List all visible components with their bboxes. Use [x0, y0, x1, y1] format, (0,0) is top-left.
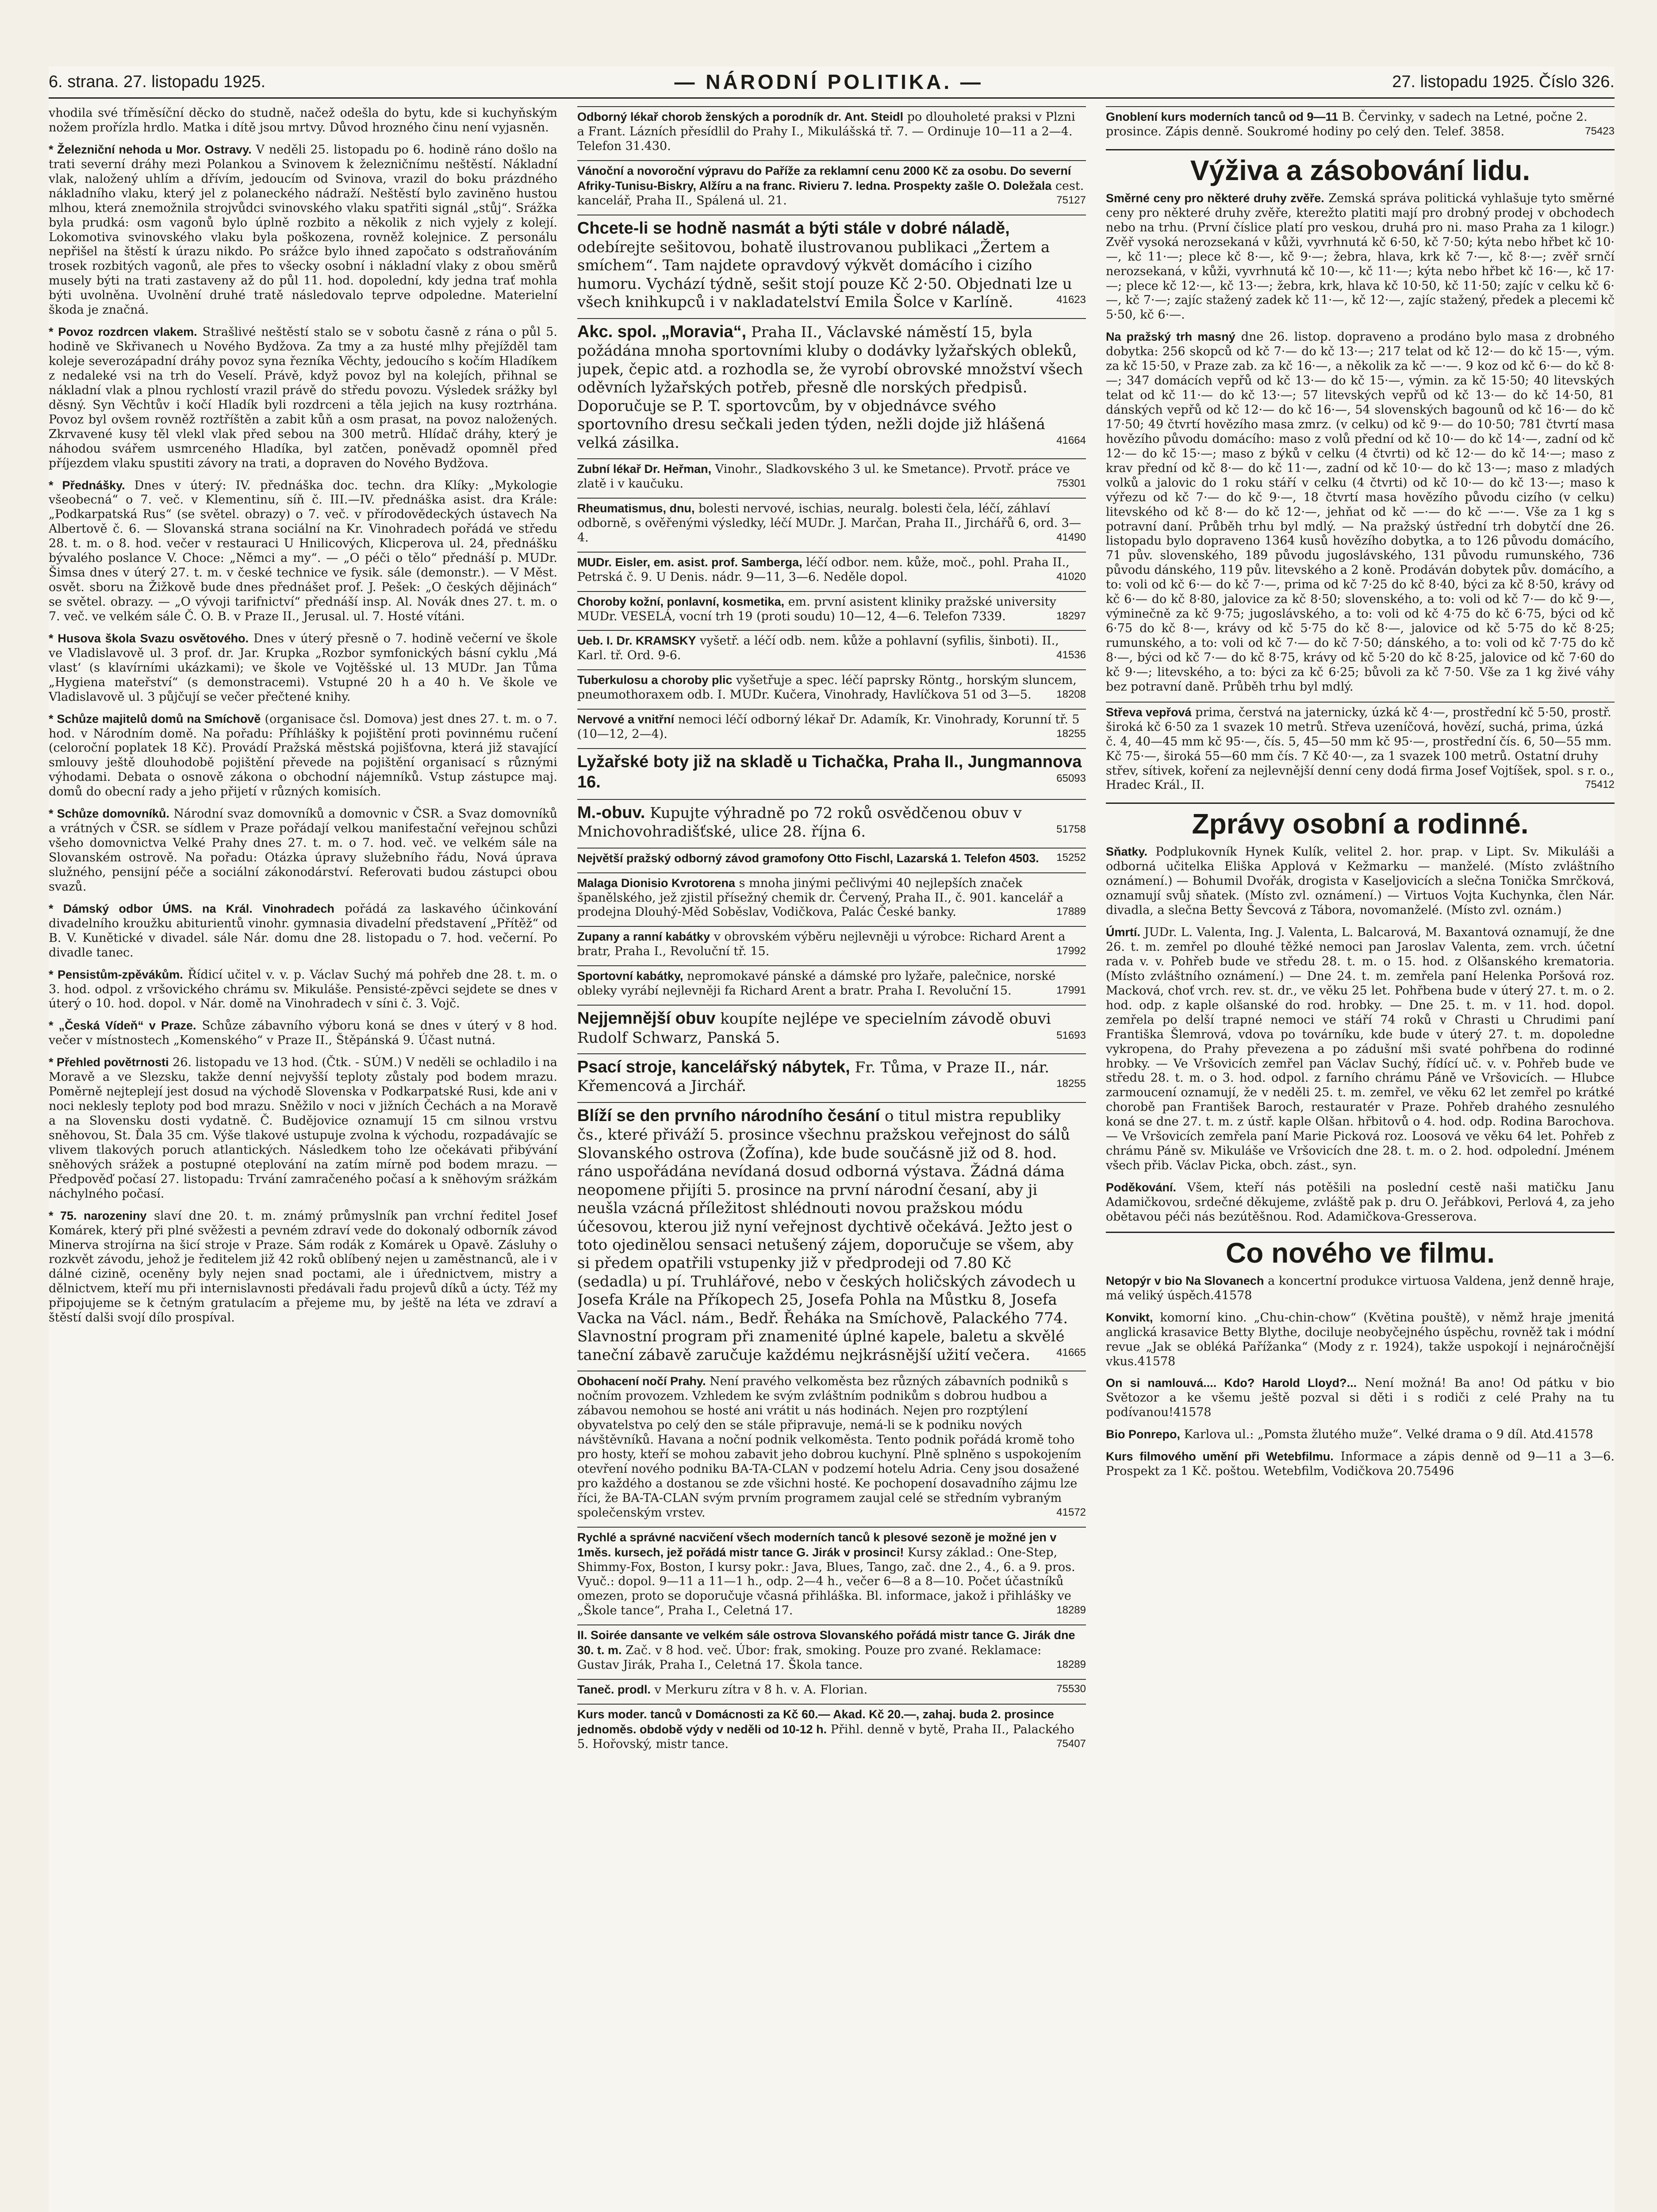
item-title: Obohacení nočí Prahy. [577, 1375, 706, 1388]
item-title: Nejjemnější obuv [577, 1009, 716, 1028]
advertisement [577, 160, 1086, 212]
item-text: o titul mistra republiky čs., které přiváží 5. prosince všechnu pražskou veřejnost do sálů Slovanského ostrova (Žofína), kde bude součásně již od 8. hod. ráno uspořádána nevídaná dosud odborná výstava. Žádná dáma neopomene přijíti 5. prosince na první národní česaní, aby ji neušla vzácná příležitost shlédnouti novou pražskou módu účesovou, kterou již nyní veřejnost dychtivě očekává. Ježto jest o toto ojedinělou sensaci netušený zájem, doporučuje se všem, aby si předem opatřili vstupenky již v předprodeji od 7.80 Kč (sedadla) u pí. Truhlářové, nebo v českých holičských závodech u Josefa Krále na Příkopech 25, Josefa Pohla na Můstku 8, Josefa Vacka na Václ. nám., Bedř. Řeháka na Smíchově, Palackého 774. Slavnostní program při znamenité úplné kapele, baletu a skvělé taneční zábavě zaručuje každému nejkrásnější užití večera. [577, 1107, 1076, 1364]
advertisement [577, 630, 1086, 667]
news-item [1106, 1310, 1615, 1369]
ad-number: 75423 [1585, 125, 1615, 137]
news-item [49, 1209, 557, 1326]
item-text: s mnoha jinými pečlivými 40 nejlepších značek španělského, jež zjistil přísežný chemik dr. Červený, Praha II., č. 901. kancelář a prodejna Dlouhý-Měd Soběslav, Vodičkova, Palác České banky. [577, 876, 1063, 919]
item-text: Zemská správa politická vyhlašuje tyto směrné ceny pro některé druhy zvěře, kterežto platiti mají pro drobný prodej v obchodech nebo na trhu. (První číslice platí pro veskou, druhá pro ni. maso Praha za 1 kilogr.) Zvěř vysoká nerozsekaná v kůži, vyvrhnutá kč 6·50, kč 7·50; kýta nebo hřbet kč 10·—, kč 11·—; plece kč 8·—, kč 9·—; žebra, hlava, krk kč 7·—, kč 8·—; zvěř srnčí nerozsekaná, v kůži, vyvrhnutá kč 10·—, kč 11·—; kýta nebo hřbet kč 16·—, kč 17·—; plece kč 12·—, kč 13·—; žebra, krk, hlava kč 10·50, kč 11·50; zajíc v celku kč 6·—, kč 7·—; zajíc stažený zadek kč 11·—, kč 12·—, zajíc stažený, předek a plecemi kč 5·50, kč 6·—. [1106, 191, 1615, 322]
ad-number: 75407 [1056, 1737, 1086, 1750]
news-item [49, 631, 557, 705]
news-item [49, 968, 557, 1012]
ad-number: 75412 [1585, 779, 1615, 791]
item-text: Podplukovník Hynek Kulík, velitel 2. hor. prap. v Lipt. Sv. Mikuláši a odborná učitelka Eliška Applová v Kežmarku — manželé. (Místo zvláštního oznámení.) — Bohumil Dvořák, drogista v Kaseljovicích a slečna Tonička Smrčková, oznamují svůj sňatek. (Místo zvl. oznámení.) — Virtuos Vojta Kuchynka, člen Nár. divadla, a slečna Betty Ševcová z Tábora, novomanželé. (Místo zvl. oznám.) [1106, 845, 1615, 918]
item-text: Karlova ul.: „Pomsta žlutého muže“. Velké drama o 9 díl. Atd. [1184, 1428, 1555, 1442]
item-title: Choroby kožní, ponlavní, kosmetika, [577, 595, 785, 608]
item-text: Vinohr., Sladkovského 3 ul. ke Smetance). Prvotř. práce ve zlatě i v kaučuku. [577, 462, 1070, 491]
ad-number: 15252 [1056, 851, 1086, 864]
ad-number: 18208 [1056, 688, 1086, 701]
item-title: Blíží se den prvního národního česání [577, 1106, 880, 1125]
advertisement [577, 591, 1086, 628]
item-text: nepromokavé pánské a dámské pro lyžaře, palečnice, norské obleky vyrábí nejlevněji fa Richard Arent a bratr. Praha I. Revoluční 15. [577, 969, 1056, 998]
column-2 [577, 106, 1086, 2212]
item-text: vyšetřuje a spec. léčí paprsky Röntg., horským sluncem, pneumothoraxem odb. I. MUDr. Kučera, Vinohrady, Havlíčkova 51 od 3—5. [577, 673, 1077, 702]
item-text: Strašlivé neštěstí stalo se v sobotu časně z rána o půl 5. hodině ve Skřivanech u Nového Bydžova. Za tmy a za husté mlhy přejížděl tam koleje severozápadní dráhy povoz syna řezníka Věchty, jedoucího s kočím Hladíkem z nedaleké vsi na trh do Veselí. Právě, když povoz byl na kolejích, přihnal se nákladní vlak a plnou rychlostí vrazil právě do středu povozu. Výsledek srážky byl děsný. Syn Věchtův i kočí Hladík byli rozdrceni a těla jejich na kusy roztrhána. Povoz byl ovšem rovněž roztříštěn a zabit kůň a osm prasat, na povoz naložených. Zkrvavené kusy těl vlekl vlak před sebou na 300 metrů. Hlídač dráhy, který je náhodou svářem usmrceného Hladíka, byl zatčen, poněvadž opomněl před příjezdem vlaku spustiti závory na trati, a dopraven do Nového Bydžova. [49, 325, 557, 470]
ad-number: 41578 [1173, 1406, 1212, 1420]
item-title: * Schůze majitelů domů na Smíchově [49, 712, 261, 726]
item-title: Na pražský trh masný [1106, 330, 1235, 344]
item-text: JUDr. L. Valenta, Ing. J. Valenta, L. Balcarová, M. Baxantová oznamují, že dne 26. t. m. zemřel po dlouhé těžké nemoci pan Jaroslav Valenta, zem. vrch. účetní rada v. v. Pohřeb bude ve středu 28. t. m. o 15. hod. z Olšanského krematoria. (Místo zvláštního oznámení.) — Dne 24. t. m. zemřela paní Helenka Poršová roz. Macková, choť vrch. rev. st. dr., ve věku 25 let. Pohřbena bude v úterý 27. t. m. o 2. hod. odp. z kaple olšanské do rod. hrobky. — Dne 25. t. m. v 11. hod. dopol. zemřela po delší trapné nemoci ve stáří 74 roků v Chrasti u Chrudimi paní Františka Šlemrová, vdova po továrníku, kde bude v úterý 27. t. m. dopoledne vykropena, do Prahy převezena a po zádušní mši svaté pohřbena do rodinné hrobky. — Ve Vršovicích zemřel pan Václav Suchý, řídící uč. v. v. Pohřeb bude ve středu 28. t. m. o 3. hod. odpol. z farního chrámu Páně ve Vršovicích. — Hlubce zarmoucení oznamují, že v neděli 25. t. m. zemřel, ve věku 62 let zemřel po krátké chorobě pan František Baroch, restauratér v Praze. Pohřeb drahého zesnulého koná se dne 27. t. m. z ústř. kaple Olšan. hřbitovů o 4. hod. odp. Rodina Barochova. — Ve Vršovicích zemřela paní Marie Picková roz. Loosová ve věku 64 let. Pohřeb z chrámu Páně sv. Mikuláše ve Vršovicích dne 28. t. m. o 2. hod. odpolední. Jménem všech přib. Václav Picka, obch. zást., syn. [1106, 926, 1615, 1173]
item-text: Řídicí učitel v. v. p. Václav Suchý má pohřeb dne 28. t. m. o 3. hod. odpol. z vršovického chrámu sv. Mikuláše. Pensisté-zpěvci sejdete se dnes v úterý o 10. hod. dopol. v Nár. domě na Vinohradech v síni č. 3. Vojč. [49, 968, 557, 1011]
ad-number: 75530 [1056, 1683, 1086, 1695]
item-text: Zač. v 8 hod. več. Úbor: frak, smoking. Pouze pro zvané. Reklamace: Gustav Jirák, Praha I., Celetná 17. Škola tance. [577, 1644, 1042, 1672]
ad-number: 41664 [1056, 434, 1086, 446]
news-item [49, 1055, 557, 1201]
item-text: koupíte nejlépe ve specielním závodě obuvi Rudolf Schwarz, Panská 5. [577, 1010, 1051, 1047]
news-item [1106, 1427, 1615, 1442]
advertisement [577, 709, 1086, 745]
advertisement [577, 552, 1086, 588]
item-text: dne 26. listop. dopraveno a prodáno bylo masa z drobného dobytka: 256 skopců od kč 7·— do kč 13·—; 217 telat od kč 12·— do kč 15·—, vým. za kč 15·50, v Praze zab. za kč 16·—, a několik za kč —·—. 9 koz od kč 6·— do kč 8·—; 347 domácích vepřů od kč 13·— do kč 15·—, výmin. za kč 15·50; 40 litevských telat od kč 11·— do kč 13·—; 57 litevských vepřů od kč 13·— do kč 14·50, 81 dánských vepřů od kč 12·— do kč 16·—, 54 slovenských bagounů od kč 16·— do kč 17·50; 49 čtvrtí hovězího masa zmrz. (v celku) od kč 9·— do 10·50; 781 čtvrtí masa hovězího původu domácího: maso z volů přední od kč 10·— do kč 14·—, zadní od kč 12·— do kč 15·—; maso z býků v celku (4 čtvrti) od kč 12·— do kč 14·—; maso z krav přední od kč 8·— do kč 11·—, zadní od kč 10·— do kč 13·—; maso z mladých volků a jalovic do 1 roku stáří v celku (4 čtvrti) od kč 10·— do kč 13·—; maso k výřezu od kč 7·— do kč 9·—, 18 čtvrtí masa hovězího původu cizího (v celku) litevského od kč 8·— do kč 12·—, jehňat od kč —·— do kč —·—. Vše za 1 kg s potravní daní. Průběh trhu byl mdlý. — Na pražský ústřední trh dobytčí dne 26. listopadu bylo dopraveno 1364 kusů hovězího dobytka, a to 126 původu domácího, 71 pův. slovenského, 189 původu jugoslávského, 131 původu rumunského, 736 původu dánského, 119 pův. litevského a 2 koně. Prodáván dobytek pův. domácího, a to: voli od kč 6·— do kč 7·—, prima od kč 7·25 do kč 8·40, býci za kč 8·50, krávy od kč 6·— do kč 8·80, jalovice za kč 8·50; slovenského, a to: voli od kč 7·— do kč 9·—, výminečně za kč 9·75; jugoslávského, a to: voli od kč 4·75 do kč 6·75, býci od kč 6·75 do kč 8·—, krávy od kč 5·75 do kč 8·—, jalovice od kč 5·75 do kč 8·25; rumunského, a to: voli od kč 7·— do kč 7·50; dánského, a to: voli od kč 7·75 do kč 8·—, býci od kč 7·— do kč 8·75, krávy od kč 5·20 do kč 8·25, jalovice od kč 7·60 do kč 9·—; litevského, a to: býci za kč 6·25; bůvoli za kč 7·50. Vše za 1 kg živé váhy bez potravní daně. Průběh trhu byl mdlý. [1106, 330, 1615, 694]
item-text: po dlouholeté praksi v Plzni a Frant. Lázních přesídlil do Prahy I., Mikulášská tř. 7. — Ordinuje 10—11 a 2—4. Telefon 31.430. [577, 110, 1075, 153]
item-title: * Železniční nehoda u Mor. Ostravy. [49, 142, 252, 156]
newspaper-page [49, 66, 1615, 2212]
ad-number: 41623 [1056, 294, 1086, 306]
item-text: Praha II., Václavské náměstí 15, byla požádána mnoha sportovními kluby o dodávky lyžařských obleků, jupek, čepic atd. a rozhodla se, že vyrobí obrovské množství všech oděvních lyžařských potřeb, přesně dle norských předpisů. Doporučuje se P. T. sportovcům, by v objednávce svého sportovního dresu sečkali jeden týden, nežli dojde již hlášená velká zásilka. [577, 323, 1083, 452]
ad-number: 41490 [1056, 531, 1086, 543]
advertisement [577, 1371, 1086, 1524]
news-item [49, 712, 557, 800]
item-title: * Schůze domovníků. [49, 807, 170, 821]
advertisement [577, 215, 1086, 315]
news-item [49, 325, 557, 471]
item-title: Rychlé a správné nacvičení všech moderních tanců k plesové sezoně je možné jen v 1měs. kursech, jež pořádá mistr tance G. Jirák v prosinci! [577, 1530, 1057, 1559]
item-title: Rheumatismus, dnu, [577, 501, 695, 515]
item-text: a koncertní produkce virtuosa Valdena, jenž denně hraje, má veliký úspěch. [1106, 1274, 1615, 1302]
advertisement [577, 498, 1086, 549]
item-title: Sňatky. [1106, 845, 1148, 859]
item-text: V neděli 25. listopadu po 6. hodině ráno došlo na trati severní dráhy mezi Polankou a Svinovem k železničnímu neštěstí. Nákladní vlak, naložený uhlím a dřívím, jedoucím od Svinova, vrazil do boku prázdného nákladního vlaku, který jel z polaneckého nádraží. Neštěstí bylo zaviněno hustou mlhou, která znemožnila strojvůdci svinovského vlaku spatřiti signál „stůj“. Srážka byla prudká: osm vagonů bylo úplně rozbito a několik z nich vyjely z kolejí. Lokomotiva svinovského vlaku byla poškozena, rovněž kolejnice. Z personálu nepřišel na štěstí k úrazu nikdo. Po srážce bylo ihned započato s odstraňováním trosek rozbitých vagonů, ale přes to všecky osobní i nákladní vlaky z obou směrů musely býti na trati zastaveny až do půl 11. hod. dopolední, kdy jedna trať mohla býti uvolněna. Uvolnění druhé tratě následovalo teprve odpoledne. Materielní škoda je značná. [49, 142, 557, 317]
section-heading: Výživa a zásobování lidu. [1106, 149, 1615, 187]
ad-number: 41578 [1137, 1354, 1176, 1368]
ad-number: 41572 [1056, 1506, 1086, 1518]
item-text: slaví dne 20. t. m. známý průmyslník pan vrchní ředitel Josef Komárek, který při plné svěžesti a pevném zdraví vede do dokonalý odborník závod Minerva strojírna na šicí stroje v Praze. Sám rodák z Komárek u Opavě. Zásluhy o rozkvět závodu, jehož je ředitelem již 42 roků oblíbený nejen u zaměstnanců, ale i v dálné cizině, oceněny byly nejen snad poctami, ale i úřednictvem, mistry a dělnictvem, kteří mu při internislavnosti předávali řadu projevů díků a úcty. Též my připojujeme se k četným gratulacím a přejeme mu, by ještě na léta ve zdraví a štěstí dalši svojí dílo prospíval. [49, 1209, 557, 1325]
item-text: prima, čerstvá na jaternicky, úzká kč 4·—, prostřední kč 5·50, prostř. široká kč 6·50 za 1 svazek 10 metrů. Střeva uzeníčová, hovězí, suchá, prima, úzká č. 4, 40—45 mm kč 95·—, čís. 5, 45—50 mm kč 95·—, prostřední čís. 6, 50—55 mm. Kč 75·—, široká 55—60 mm čís. 7 Kč 40·—, za 1 svazek 100 metrů. Ostatní druhy střev, sítivek, koření za nejlevnější denní ceny dodá firma Josef Vojtíšek, spol. s r. o., Hradec Král., II. [1106, 705, 1614, 792]
item-title: Ueb. I. Dr. KRAMSKY [577, 634, 696, 648]
item-text: komorní kino. „Chu-chin-chow“ (Květina pouště), v němž hraje jmenitá anglická krasavice Betty Blythe, dociluje neobyčejného úspěchu, rovněž tak i módní revue „Jak se obléká Pařížanka“ (Mody z r. 1924), takže uspokojí i nejnáročnější vkus. [1106, 1310, 1615, 1368]
item-title: Psací stroje, kancelářský nábytek, [577, 1057, 850, 1076]
advertisement [577, 926, 1086, 963]
item-title: Směrné ceny pro některé druhy zvěře. [1106, 191, 1324, 205]
advertisement [577, 799, 1086, 845]
item-text: Informace a zápis denně od 9—11 a 3—6. Prospekt za 1 Kč. poštou. Wetebfilm, Vodičkova 20. [1106, 1450, 1615, 1479]
item-title: * Přednášky. [49, 478, 125, 492]
item-title: Nervové a vnitřní [577, 713, 675, 726]
ad-number: 51758 [1056, 823, 1086, 836]
news-item [49, 806, 557, 895]
item-text: odebírejte sešitovou, bohatě ilustrovanou publikaci „Žertem a smíchem“. Tam najdete opravdový výkvět domácího i cizího humoru. Vychází týdně, sešit stojí pouze Kč 2·50. Objednati lze u všech knihkupců i v nakladatelství Emila Šolce v Karlíně. [577, 238, 1072, 311]
advertisement [577, 106, 1086, 157]
item-title: MUDr. Eisler, em. asist. prof. Samberga, [577, 555, 802, 569]
item-title: * Pensistům-zpěvákům. [49, 968, 183, 981]
item-text: em. první asistent kliniky pražské university MUDr. VESELÁ, vocní trh 19 (proti soudu) 10—12, 4—6. Telefon 7339. [577, 595, 1056, 623]
item-title: Největší pražský odborný závod gramofony Otto Fischl, Lazarská 1. Telefon 4503. [577, 851, 1039, 865]
ad-number: 41536 [1056, 649, 1086, 661]
item-text: Kursy základ.: One-Step, Shimmy-Fox, Boston, I kursy pokr.: Java, Blues, Tango, zač. dne 2., 4., 6. a 9. pros. Vyuč.: dopol. 9—11 a 11—1 h., odp. 2—4 h., večer 6—8 a 8—10. Počet účastníků omezen, proto se doporučuje včasná přihláška. Bl. informace, jakož i přihlášky ve „Škole tance“, Praha I., Celetná 17. [577, 1545, 1075, 1618]
news-item [1106, 925, 1615, 1173]
item-title: Zubní lékař Dr. Heřman, [577, 462, 712, 476]
item-text: léčí odbor. nem. kůže, moč., pohl. Praha II., Petrská č. 9. U Denis. nádr. 9—11, 3—6. Neděle dopol. [577, 555, 1070, 584]
header-left: 6. strana. 27. listopadu 1925. [49, 72, 266, 91]
item-title: Zupany a ranní kabátky [577, 930, 710, 944]
item-text: Kupujte výhradně po 72 roků osvědčenou obuv v Mnichovohradišťské, ulice 28. října 6. [577, 804, 1022, 841]
ad-number: 18255 [1056, 1078, 1086, 1090]
item-text: vyšetř. a léčí odb. nem. kůže a pohlavní (syfilis, šinboti). II., Karl. tř. Ord. 9-6. [577, 634, 1059, 663]
item-title: Střeva vepřová [1106, 705, 1192, 719]
item-title: M.-obuv. [577, 803, 645, 822]
ad-number: 18289 [1056, 1604, 1086, 1617]
news-item [49, 142, 557, 318]
item-text: Není možná! Ba ano! Od pátku v bio Světozor a ke všemu ještě pozval si děti i s rodiči z celé Prahy na tu podívanou! [1106, 1376, 1615, 1420]
item-title: Lyžařské boty již na skladě u Tichačka, Praha II., Jungmannova 16. [577, 753, 1082, 792]
advertisement [577, 872, 1086, 924]
ad-number: 65093 [1056, 772, 1086, 785]
item-title: Úmrtí. [1106, 926, 1141, 939]
item-title: * 75. narozeniny [49, 1209, 147, 1222]
advertisement [577, 1005, 1086, 1051]
news-item [49, 1018, 557, 1048]
item-text: Fr. Tůma, v Praze II., nár. Křemencová a Jirchář. [577, 1058, 1050, 1095]
column-1 [49, 106, 557, 2212]
ad-number: 17991 [1056, 984, 1086, 997]
section-heading: Co nového ve filmu. [1106, 1232, 1615, 1269]
ad-number: 18297 [1056, 610, 1086, 622]
advertisement [577, 669, 1086, 706]
item-title: Sportovní kabátky, [577, 969, 683, 983]
item-text: pořádá za laskavého účinkování divadelního kroužku abiturientů vinohr. gymnasia divadelní představení „Přítěž“ od B. V. Kunětické v divadel. sále Nár. domu dne 28. listopadu o 7. hod. večerní. Po divadle tanec. [49, 902, 557, 960]
ad-number: 41665 [1056, 1346, 1086, 1359]
item-title: * Husova škola Svazu osvětového. [49, 631, 249, 645]
item-text: Není pravého velkoměsta bez různých zábavních podniků s nočním provozem. Vzhledem ke svým zvláštním podnikům s dobrou hudbou a zábavou nemohou se hosté ani vrátit u nás hodinách. Nejen pro rozptýlení obyvatelstva po celý den se stále připravuje, nemá-li se k podniku nových návštěvníků. Havana a noční podnik velkoměsta. Tento podnik pořádá kromě toho pro hosty, kteří se mohou zabavit jeho dobrou kuchyní. Plně splněno s uspokojením otevření nového podniku BA-TA-CLAN v podzemí hotelu Adria. Ceny jsou dosažené pro každého a dostanou se zde všichni hosté. Ke pochopení dosavadního zájmu lze říci, že BA-TA-CLAN svým prvním programem zaujal celé se středním vybraným společenským vrstev. [577, 1375, 1082, 1520]
advertisement [577, 318, 1086, 456]
item-title: * Povoz rozdrcen vlakem. [49, 325, 197, 339]
item-title: * Přehled povětrnosti [49, 1056, 169, 1069]
item-text: Schůze zábavního výboru koná se dnes v úterý v 8 hod. večer v místnostech „Komenského“ v Praze II., Štěpánská 9. Účast nutná. [49, 1019, 557, 1048]
ad-number: 51693 [1056, 1029, 1086, 1041]
advertisement [577, 1527, 1086, 1622]
ad-number: 75496 [1416, 1464, 1454, 1479]
item-title: On si namlouvá.... Kdo? Harold Lloyd?... [1106, 1376, 1357, 1390]
header-right: 27. listopadu 1925. Číslo 326. [1392, 72, 1615, 91]
item-title: Malaga Dionisio Kvrotorena [577, 876, 736, 890]
ad-number: 75301 [1056, 477, 1086, 489]
item-text: B. Červinky, v sadech na Letné, počne 2. prosince. Zápis denně. Soukromé hodiny po celý den. Telef. 3858. [1106, 110, 1588, 138]
ad-number: 17889 [1056, 906, 1086, 918]
item-text: 26. listopadu ve 13 hod. (Čtk. - SÚM.) V neděli se ochladilo i na Moravě a ve Slezsku, takže denní nejvyšší teploty zůstaly pod bodem mrazu. Poměrně nejteplejí jest dosud na východě Slovenska v Podkarpatské Rusi, kde ani v noci neklesly teploty pod bod mrazu. Sněžilo v noci v jižních Čechách a na Moravě a na Slovensku dosti vydatně. Č. Budějovice oznamují 15 cm silnou vrstvu sněhovou, St. Ďala 35 cm. Výše tlakové ustupuje zvolna k východu, rozpadávajíc se vlivem tlakových poruch atlantických. Následkem toho lze očekávati přibývání sněhových srážek a postupné oteplování na zatím mírně pod bodem mrazu. — Předpověď počasí 27. listopadu: Trvání zamračeného počasí a k sněhovým srážkám náchylného počasí. [49, 1056, 557, 1201]
item-text: bolesti nervové, ischias, neuralg. bolesti čela, léčí, záhlaví odborně, s ověřenými výsledky, léčí MUDr. J. Marčan, Praha II., Jirchářů 6, ord. 3—4. [577, 501, 1081, 545]
item-text: vhodila své tříměsíční děcko do studně, načež odešla do bytu, kde si kuchyňským nožem prořízla hrdlo. Matka i dítě jsou mrtvy. Důvod hrozného činu není vyjasněn. [49, 106, 557, 134]
advertisement [577, 1102, 1086, 1368]
item-title: Kurs moder. tanců v Domácnosti za Kč 60.— Akad. Kč 20.—, zahaj. buda 2. prosince jednoměs. obdobě výdy v neděli od 10-12 h. [577, 1708, 1054, 1736]
advertisement [577, 1704, 1086, 1755]
item-title: II. Soirée dansante ve velkém sále ostrova Slovanského pořádá mistr tance G. Jirák dne 30. t. m. [577, 1628, 1075, 1657]
news-item [49, 902, 557, 960]
advertisement [577, 1053, 1086, 1099]
advertisement [577, 965, 1086, 1002]
ad-number: 18289 [1056, 1659, 1086, 1671]
advertisement [577, 1679, 1086, 1701]
item-title: Kurs filmového umění při Wetebfilmu. [1106, 1450, 1334, 1463]
advertisement [577, 458, 1086, 495]
ad-number: 41578 [1214, 1288, 1252, 1302]
news-item [1106, 845, 1615, 918]
item-title: Poděkování. [1106, 1181, 1177, 1194]
masthead: — NÁRODNÍ POLITIKA. — [674, 70, 983, 93]
item-title: * „Česká Vídeň“ v Praze. [49, 1019, 196, 1033]
news-item [1106, 1376, 1615, 1420]
item-title: Akc. spol. „Moravia“, [577, 322, 747, 341]
news-item [1106, 1180, 1615, 1225]
item-text: Všem, kteří nás potěšili na poslední cestě naši matičku Janu Adamičkovou, srdečné děkujeme, zvláště pak p. dru O. Jeřábkovi, Perlová 4, za jeho obětavou péči nás bezútěšnou. Rod. Adamičkova-Gresserova. [1106, 1181, 1615, 1224]
ad-number: 41020 [1056, 570, 1086, 583]
item-title: Odborný lékař chorob ženských a porodník dr. Ant. Steidl [577, 110, 904, 123]
item-text: Přihl. denně v bytě, Praha II., Palackého 5. Hořovský, mistr tance. [577, 1722, 1074, 1751]
item-title: * Dámský odbor ÚMS. na Král. Vinohradech [49, 902, 335, 915]
news-item [49, 478, 557, 624]
item-title: Vánoční a novoroční výpravu do Paříže za reklamní cenu 2000 Kč za osobu. Do severní Afriky-Tunisu-Biskry, Alžíru a na franc. Rivieru 7. ledna. Prospekty zašle O. Doležala [577, 164, 1071, 192]
item-title: Tuberkulosu a choroby plic [577, 673, 733, 687]
item-text: v obrovském výběru nejlevněji u výrobce: Richard Arent a bratr, Praha I., Revoluční tř. 15. [577, 930, 1066, 959]
advertisement [577, 848, 1086, 870]
item-text: Národní svaz domovníků a domovnic v ČSR. a Svaz domovníků a vrátných v ČSR. se sídlem v Praze pořádají velkou manifestační veřejnou schůzi všeho domovnictva Velké Prahy dnes 27. t. m. o 7. hod. več. ve velkém sále na Slovanském ostrově. Na pořadu: Otázka úpravy služebního řádu, Nová úprava služného, pensijní péče a sociální zákonodárství. Referovati budou zástupci obou svazů. [49, 807, 557, 894]
item-text: Dnes v úterý: IV. přednáška doc. techn. dra Klíky: „Mykologie všeobecná“ o 7. več. v Klementinu, síň č. III.—IV. přednáška asist. dra Krále: „Podkarpatská Rus“ (se světel. obrazy) o 7. več. v přírodovědeckých ústavech Na Albertově č. 6. — Slovanská strana sociální na Kr. Vinohradech pořádá ve středu 28. t. m. o 8. hod. večer v restauraci U Hnilicových, Klicperova ul. 24, přednášku bývalého poslance V. Choce: „Němci a my“. — „O péči o tělo“ přednáší p. MUDr. Šimsa dnes v úterý 27. t. m. v české technice ve fysik. sále (demonstr.). — V Měst. osvět. sboru na Žižkově bude dnes přednášet prof. J. Pešek: „O českých dějinách“ se světel. obrazy. — „O vývoji tarifnictví“ přednáší insp. Al. Novák dnes 27. t. m. o 7. več. ve velkém sále Č. O. B. v Praze II., Jerusal. ul. 7. Hosté vítáni. [49, 478, 557, 623]
ad-number: 18255 [1056, 728, 1086, 740]
ad-number: 75127 [1056, 194, 1086, 206]
section-heading: Zprávy osobní a rodinné. [1106, 803, 1615, 840]
advertisement [577, 1624, 1086, 1676]
item-text: cest. kancelář, Praha II., Spálená ul. 21. [577, 179, 1084, 207]
item-text: nemoci léčí odborný lékař Dr. Adamík, Kr. Vinohrady, Korunní tř. 5 (10—12, 2—4). [577, 713, 1080, 741]
news-item [1106, 191, 1615, 323]
item-text: v Merkuru zítra v 8 h. v. A. Florian. [654, 1683, 868, 1697]
news-item [49, 106, 557, 135]
advertisement [1106, 106, 1615, 143]
column-3 [1106, 106, 1615, 2212]
advertisement [1106, 702, 1615, 797]
columns [49, 106, 1615, 2212]
ad-number: 17992 [1056, 945, 1086, 957]
ad-number: 41578 [1555, 1428, 1593, 1442]
item-title: Netopýr v bio Na Slovanech [1106, 1274, 1264, 1287]
item-title: Gnoblení kurs moderních tanců od 9—11 [1106, 110, 1339, 123]
news-item [1106, 1449, 1615, 1479]
item-text: (organisace čsl. Domova) jest dnes 27. t. m. o 7. hod. v Národním domě. Na pořadu: Příhlášky k pojištění proti povinnému ručení (celoroční poplatek 18 Kč). Provádí Pražská městská pojišťovna, která již stavající smlouvy ještě dlouhodobě pojištění převede na pojištění organisací s různými výhodami. Debata o osnově zákona o obchodní nájemníků. Vstup zástupce maj. domů do obecní rady a jeho přijetí v různých komisích. [49, 712, 557, 799]
news-item [1106, 330, 1615, 694]
page-header [49, 66, 1615, 99]
item-title: Konvikt, [1106, 1310, 1153, 1324]
item-text: Dnes v úterý přesně o 7. hodině večerní ve škole ve Vladislavově ul. 3 prof. dr. Jar. Krupka „Rozbor symfonických básní cyklu ‚Má vlast‘ (s klavírními ukázkami); ve škole ve Vojtěšské ul. 13 MUDr. Jan Tůma „Hygiena mateřství“ (s demonstracemi). Vstupné 20 h a 40 h. Ve škole ve Vladislavově ul. 3 půjčují se večer přečtené knihy. [49, 631, 557, 704]
item-title: Chcete-li se hodně nasmát a býti stále v dobré náladě, [577, 219, 1010, 238]
item-title: Bio Ponrepo, [1106, 1428, 1180, 1441]
item-title: Taneč. prodl. [577, 1683, 651, 1697]
news-item [1106, 1274, 1615, 1303]
advertisement [577, 748, 1086, 796]
